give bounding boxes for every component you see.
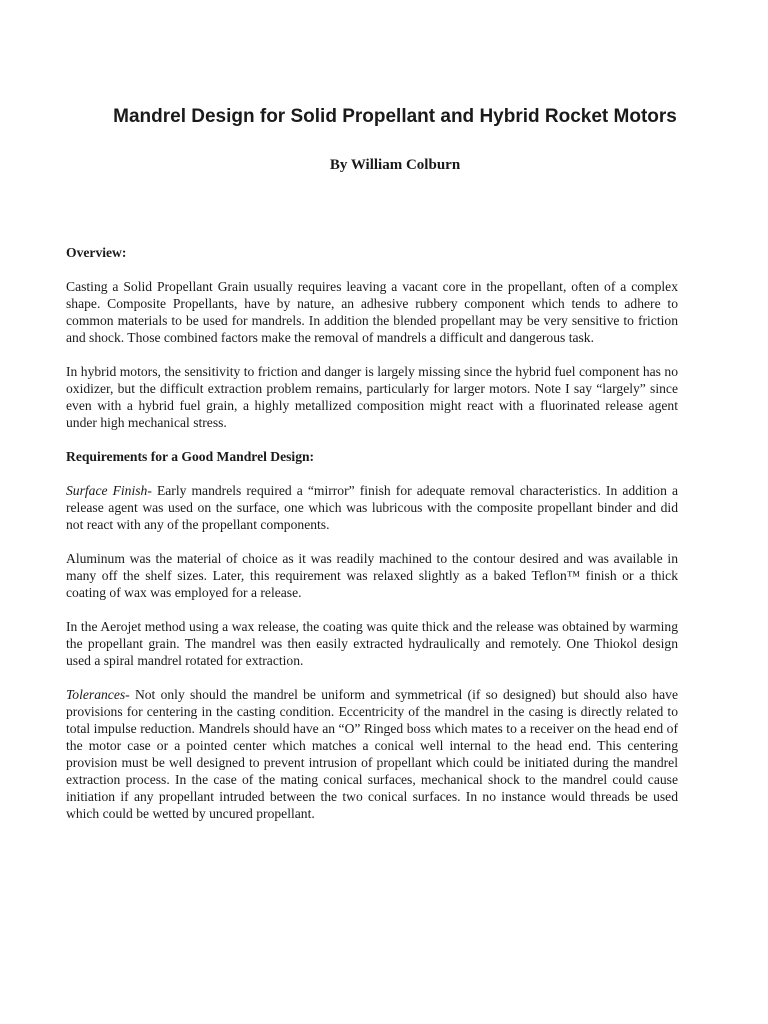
surface-finish-label: Surface Finish (66, 483, 148, 498)
overview-paragraph-2: In hybrid motors, the sensitivity to friction and danger is largely missing since the hybrid fuel component has no oxidizer, but the difficult extraction problem remains, particularly for larger motors. Note I say “largely” since even with a hybrid fuel grain, a highly metallized composition might react with a fluorinated release agent under high mechanical stress. (66, 364, 678, 430)
overview-paragraph-1: Casting a Solid Propellant Grain usually requires leaving a vacant core in the propellant, often of a complex shape. Composite Propellants, have by nature, an adhesive rubbery component which tends to adhere to common materials to be used for mandrels. In addition the blended propellant may be very sensitive to friction and shock. Those combined factors make the removal of mandrels a difficult and dangerous task. (66, 279, 678, 345)
document-title: Mandrel Design for Solid Propellant and Hybrid Rocket Motors (113, 106, 677, 127)
document-body (66, 244, 678, 839)
tolerances-label: Tolerances (66, 687, 126, 702)
tolerances-text: - Not only should the mandrel be uniform and symmetrical (if so designed) but should also have provisions for centering in the casting condition. Eccentricity of the mandrel in the casing is directly related to total impulse reduction. Mandrels should have an “O” Ringed boss which mates to a receiver on the head end of the motor case or a pointed center which matches a conical well internal to the head end. This centering provision must be well designed to prevent intrusion of propellant which could be initiated during the mandrel extraction process. In the case of the mating conical surfaces, mechanical shock to the mandrel could cause initiation if any propellant intruded between the two conical surfaces. In no instance would threads be used which could be wetted by uncured propellant. (66, 687, 678, 821)
aluminum-paragraph: Aluminum was the material of choice as it was readily machined to the contour desired and was available in many off the shelf sizes. Later, this requirement was relaxed slightly as a baked Teflon™ finish or a thick coating of wax was employed for a release. (66, 551, 678, 600)
overview-heading: Overview: (66, 245, 127, 260)
requirements-heading: Requirements for a Good Mandrel Design: (66, 449, 315, 464)
document-author: By William Colburn (329, 157, 461, 173)
surface-finish-paragraph (66, 482, 678, 533)
tolerances-paragraph (66, 686, 678, 822)
surface-finish-text: - Early mandrels required a “mirror” finish for adequate removal characteristics. In addition a release agent was used on the surface, one which was lubricous with the composite propellant binder and did not react with any of the propellant components. (66, 483, 678, 532)
aerojet-paragraph: In the Aerojet method using a wax release, the coating was quite thick and the release was obtained by warming the propellant grain. The mandrel was then easily extracted hydraulically and remotely. One Thiokol design used a spiral mandrel rotated for extraction. (66, 619, 678, 668)
